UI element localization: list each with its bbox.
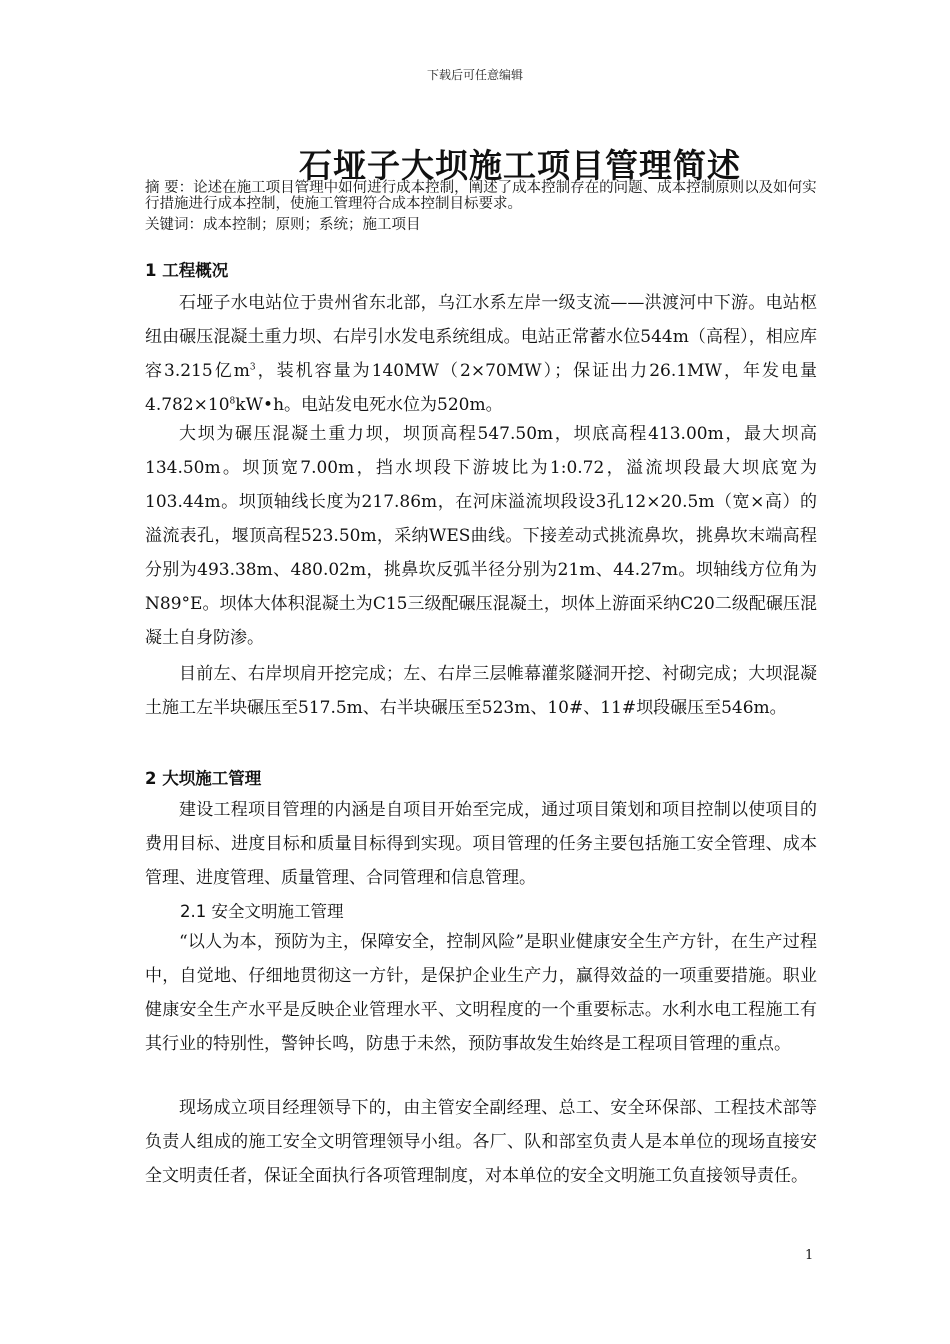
abstract-label: 摘 要： xyxy=(145,180,194,196)
subsection-2-1-paragraph-2: 现场成立项目经理领导下的，由主管安全副经理、总工、安全环保部、工程技术部等负责人组成的施工安全文明管理领导小组。各厂、队和部室负责人是本单位的现场直接安全文明责任者，保证全面执行各项管理制度，对本单位的安全文明施工负直接领导责任。 xyxy=(145,1098,817,1186)
section-heading-2: 2 大坝施工管理 xyxy=(145,769,262,788)
page-number: 1 xyxy=(805,1248,814,1263)
section1-paragraph-1: 石垭子水电站位于贵州省东北部，乌江水系左岸一级支流——洪渡河中下游。电站枢纽由碾压混凝土重力坝、右岸引水发电系统组成。电站正常蓄水位544m（高程），相应库容3.215亿$m^3$，装机容量为140MW（2×70MW）；保证出力26.1MW，年发电量$4.782\times 10^8kW•h$。电站发电死水位为520m。 xyxy=(145,293,817,415)
subsection-2-1-paragraph-1: “以人为本，预防为主，保障安全，控制风险”是职业健康安全生产方针，在生产过程中，自觉地、仔细地贯彻这一方针，是保护企业生产力，赢得效益的一项重要措施。职业健康安全生产水平是反映企业管理水平、文明程度的一个重要标志。水利水电工程施工有其行业的特别性，警钟长鸣，防患于未然，预防事故发生始终是工程项目管理的重点。 xyxy=(145,932,817,1054)
document-title: 石垭子大坝施工项目管理简述 xyxy=(299,146,741,185)
abstract-text: 论述在施工项目管理中如何进行成本控制，阐述了成本控制存在的问题、成本控制原则以及如何实行措施进行成本控制，使施工管理符合成本控制目标要求。 xyxy=(145,180,817,212)
section2-paragraph-1: 建设工程项目管理的内涵是自项目开始至完成，通过项目策划和项目控制以使项目的费用目标、进度目标和质量目标得到实现。项目管理的任务主要包括施工安全管理、成本管理、进度管理、质量管理、合同管理和信息管理。 xyxy=(145,800,817,888)
abstract xyxy=(145,180,825,212)
keywords-text: 成本控制；原则；系统；施工项目 xyxy=(203,217,421,233)
page-header: 下载后可任意编辑 xyxy=(426,68,523,82)
keywords xyxy=(145,217,825,233)
subsection-heading-2-1: 2.1 安全文明施工管理 xyxy=(180,902,344,921)
section1-paragraph-2: 大坝为碾压混凝土重力坝，坝顶高程547.50m，坝底高程413.00m，最大坝高134.50m。坝顶宽7.00m，挡水坝段下游坡比为1:0.72，溢流坝段最大坝底宽为103.44m。坝顶轴线长度为217.86m，在河床溢流坝段设3孔12×20.5m（宽×高）的溢流表孔，堰顶高程523.50m，采纳WES曲线。下接差动式挑流鼻坎，挑鼻坎末端高程分别为493.38m、480.02m，挑鼻坎反弧半径分别为21m、44.27m。坝轴线方位角为N89°E。坝体大体积混凝土为C15三级配碾压混凝土，坝体上游面采纳C20二级配碾压混凝土自身防渗。 xyxy=(145,424,817,648)
section1-paragraph-3: 目前左、右岸坝肩开挖完成；左、右岸三层帷幕灌浆隧洞开挖、衬砌完成；大坝混凝土施工左半块碾压至517.5m、右半块碾压至523m、10#、11#坝段碾压至546m。 xyxy=(145,664,817,718)
keywords-label: 关键词： xyxy=(145,217,203,233)
section-heading-1: 1 工程概况 xyxy=(145,261,229,280)
